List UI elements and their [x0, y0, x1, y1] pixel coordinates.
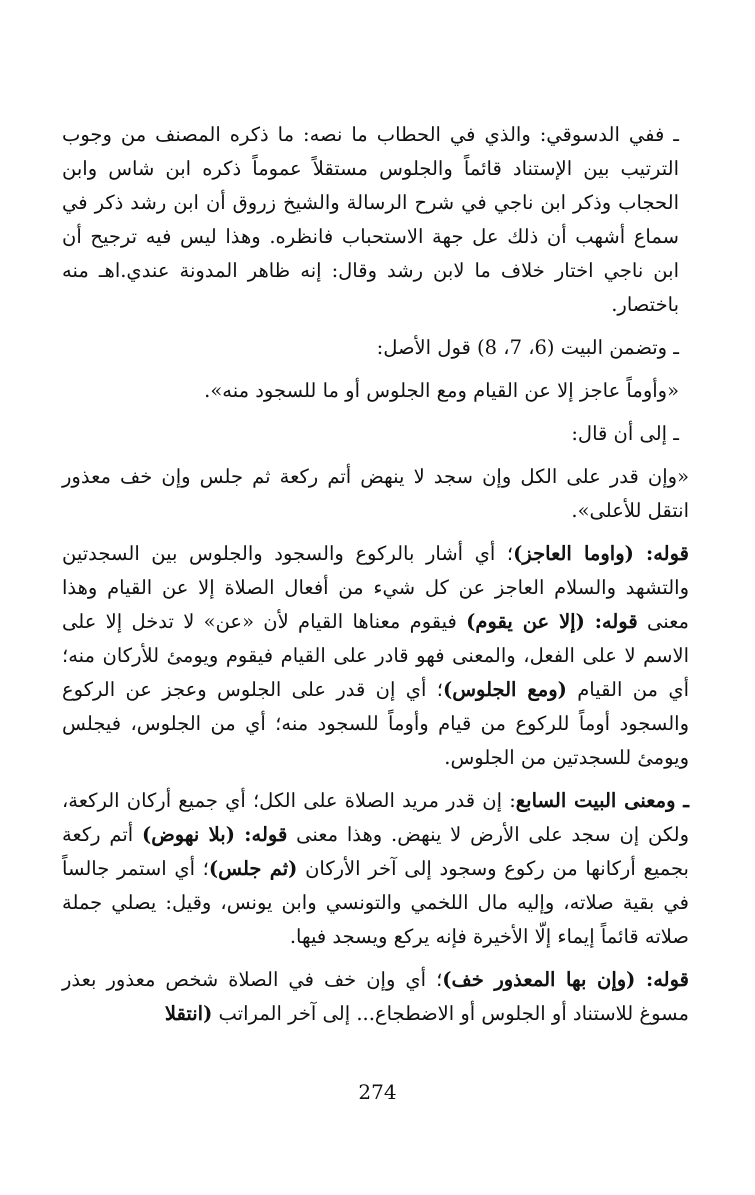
- quote-asl-1: «وأوماً عاجز إلا عن القيام ومع الجلوس أو ما للسجود منه».: [204, 379, 679, 402]
- bold-term: قوله: (بلا نهوض): [141, 823, 288, 846]
- page-number: 274: [358, 1080, 397, 1104]
- bold-term: قوله: (وإن بها المعذور خف): [442, 968, 689, 991]
- paragraph-dasuqi-quote: ـ ففي الدسوقي: والذي في الحطاب ما نصه: ما ذكره المصنف من وجوب الترتيب بين الإستناد قائماً والجلوس مستقلاً عموماً ذكره ابن شاس وابن الحجاب وذكر ابن ناجي في شرح الرسالة والشيخ زروق أن ابن رشد ذكر في سماع أشهب أن ذلك عل جهة الاستحباب فانظره. وهذا ليس فيه ترجيح أن ابن ناجي اختار خلاف ما لابن رشد وقال: إنه ظاهر المدونة عندي.اهـ منه باختصار.: [62, 123, 679, 316]
- bold-label: ـ ومعنى البيت السابع: [515, 789, 690, 812]
- commentary-text: فيقوم معناها القيام لأن «عن» لا تدخل إلا على الاسم لا على الفعل، والمعنى فهو قادر على القيام فيقوم ويومئ للأركان منه؛ أي من القيام: [62, 610, 690, 701]
- paragraph-commentary-1: [62, 537, 689, 775]
- commentary-text: ؛ أي إن قدر على الجلوس وعجز عن الركوع والسجود أوماً للركوع من قيام وأوماً للسجود منه؛ أي من الجلوس، فيجلس ويومئ للسجدتين من الجلوس.: [62, 678, 689, 769]
- bold-term: (واوما العاجز): [513, 542, 634, 565]
- commentary-text: ؛ أي وإن خف في الصلاة شخص معذور بعذر مسوغ للاستناد أو الجلوس أو الاضطجاع... إلى آخر المراتب: [62, 968, 689, 1025]
- bold-term: (انتقلا: [164, 1002, 213, 1025]
- paragraph-verse-reference: ـ وتضمن البيت (6، 7، 8) قول الأصل:: [376, 336, 679, 359]
- bold-term: قوله: (إلا عن يقوم): [466, 610, 638, 633]
- commentary-text: ؛ أي استمر جالساً في بقية صلاته، وإليه مال اللخمي والتونسي وابن يونس، وقيل: يصلي جملة صلاته قائماً إيماء إلّا الأخيرة فإنه يركع ويسجد فيها.: [62, 857, 689, 948]
- commentary-text: ؛ أي أشار بالركوع والسجود والجلوس بين السجدتين والتشهد والسلام العاجز عن كل شيء من أفعال الصلاة إلا عن القيام وهذا معنى: [62, 542, 689, 633]
- bold-term: (ومع الجلوس): [442, 678, 567, 701]
- paragraph-until-he-said: ـ إلى أن قال:: [571, 422, 679, 445]
- commentary-text: : إن قدر مريد الصلاة على الكل؛ أي جميع أركان الركعة، ولكن إن سجد على الأرض لا ينهض. وهذا معنى: [62, 789, 689, 846]
- commentary-text: أتم ركعة بجميع أركانها من ركوع وسجود إلى آخر الأركان: [62, 823, 689, 880]
- bold-label: قوله:: [633, 542, 690, 565]
- paragraph-commentary-3: [62, 963, 689, 1031]
- bold-term: (ثم جلس): [208, 857, 298, 880]
- quote-asl-2: «وإن قدر على الكل وإن سجد لا ينهض أتم ركعة ثم جلس وإن خف معذور انتقل للأعلى».: [62, 465, 689, 522]
- page-body: [62, 118, 689, 1031]
- paragraph-commentary-2: [62, 784, 689, 954]
